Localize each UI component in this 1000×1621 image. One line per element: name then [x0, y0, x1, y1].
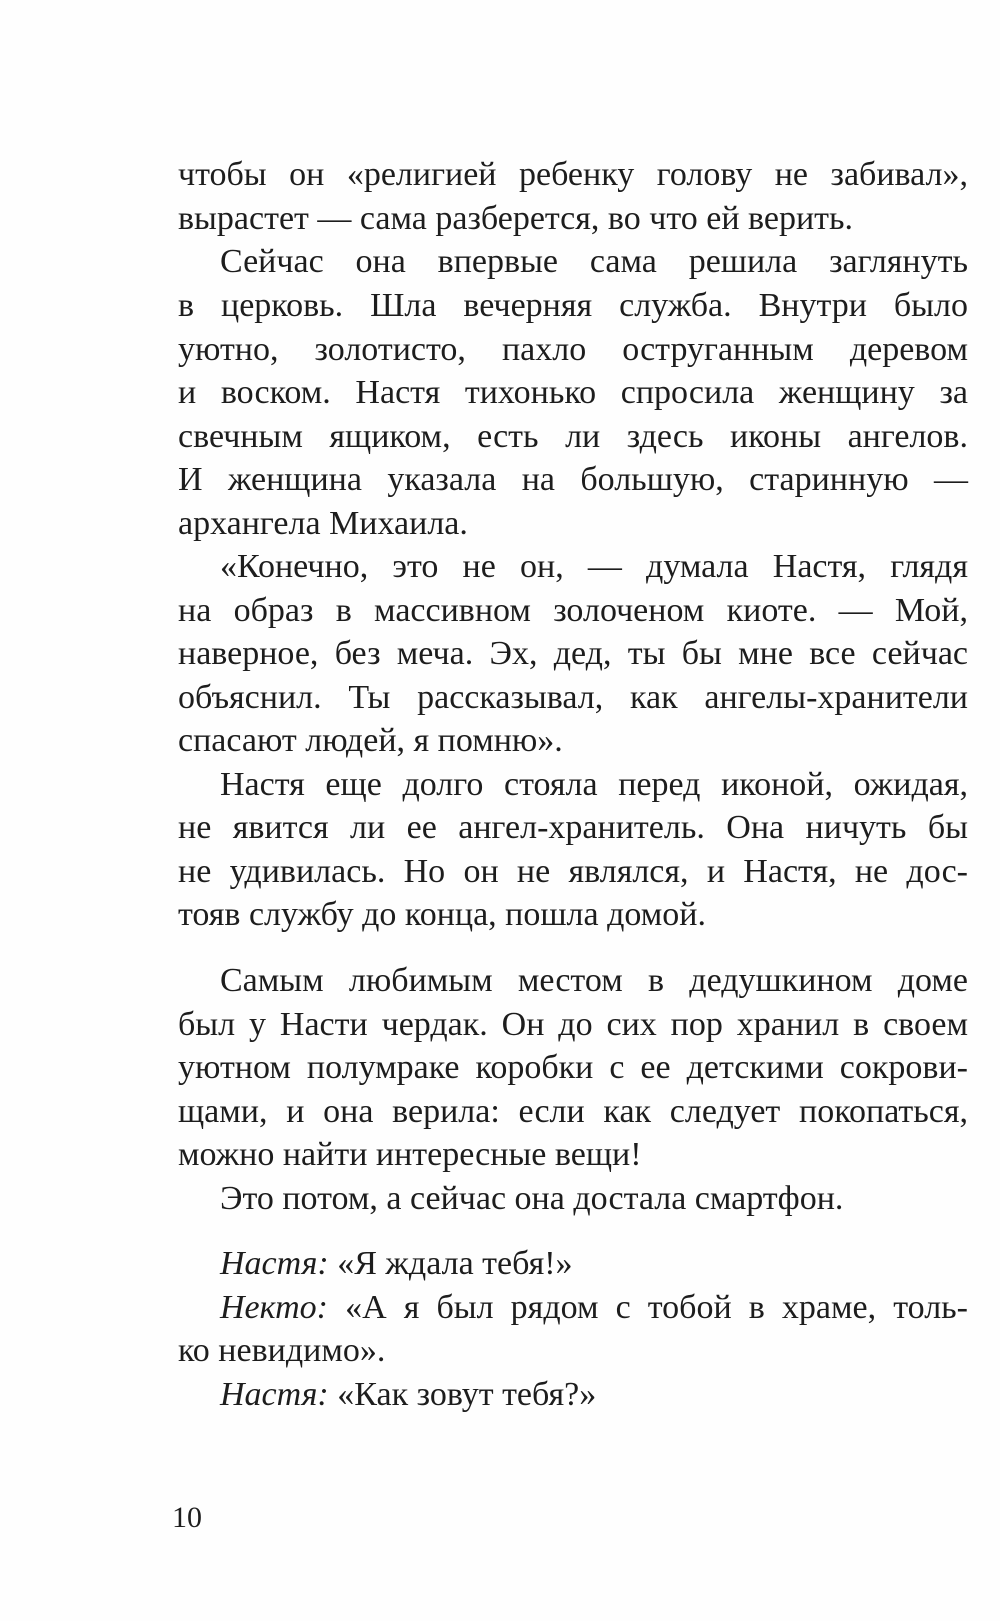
speaker-name: Настя:	[220, 1245, 329, 1282]
speaker-name: Некто:	[220, 1289, 328, 1326]
text-line: чтобы он «религией ребенку голову не забивал»,	[178, 156, 968, 193]
text-line: был у Насти чердак. Он до сих пор хранил в своем	[178, 1006, 968, 1043]
text-line: И женщина указала на большую, старинную —	[178, 461, 968, 498]
text-line: наверное, без меча. Эх, дед, ты бы мне все сейчас	[178, 635, 968, 672]
text-line: на образ в массивном золоченом киоте. — Мой,	[178, 592, 968, 629]
speech-text: «А я был рядом с тобой в храме, толь-	[327, 1289, 968, 1326]
text-line: Самым любимым местом в дедушкином доме	[220, 962, 968, 999]
text-line: не явится ли ее ангел-хранитель. Она ничуть бы	[178, 809, 968, 846]
speaker-name: Настя:	[220, 1376, 329, 1413]
text-line: в церковь. Шла вечерняя служба. Внутри было	[178, 287, 968, 324]
dialogue-line	[220, 1373, 968, 1417]
text-line: щами, и она верила: если как следует покопаться,	[178, 1093, 968, 1130]
speech-text: «Как зовут тебя?»	[328, 1376, 597, 1413]
text-line: Настя еще долго стояла перед иконой, ожидая,	[220, 766, 968, 803]
dialogue-line	[220, 1242, 968, 1286]
text-line: можно найти интересные вещи!	[178, 1136, 642, 1173]
text-line: объяснил. Ты рассказывал, как ангелы-хранители	[178, 679, 968, 716]
text-line: «Конечно, это не он, — думала Настя, глядя	[220, 548, 968, 585]
text-line: Сейчас она впервые сама решила заглянуть	[220, 243, 968, 280]
text-line: вырастет — сама разберется, во что ей верить.	[178, 200, 854, 237]
dialogue-line	[220, 1286, 968, 1330]
text-line: свечным ящиком, есть ли здесь иконы ангелов.	[178, 418, 968, 455]
text-line: спасают людей, я помню».	[178, 722, 563, 759]
text-line: уютном полумраке коробки с ее детскими сокрови-	[178, 1049, 968, 1086]
text-line: тояв службу до конца, пошла домой.	[178, 896, 706, 933]
text-line: уютно, золотисто, пахло оструганным деревом	[178, 331, 968, 368]
page-number: 10	[172, 1501, 202, 1534]
speech-text: «Я ждала тебя!»	[328, 1245, 573, 1282]
dialogue-continuation: ко невидимо».	[178, 1332, 386, 1369]
text-line: не удивилась. Но он не являлся, и Настя, не дос-	[178, 853, 968, 890]
text-line: Это потом, а сейчас она достала смартфон.	[220, 1180, 844, 1217]
text-line: и воском. Настя тихонько спросила женщину за	[178, 374, 968, 411]
text-line: архангела Михаила.	[178, 505, 468, 542]
